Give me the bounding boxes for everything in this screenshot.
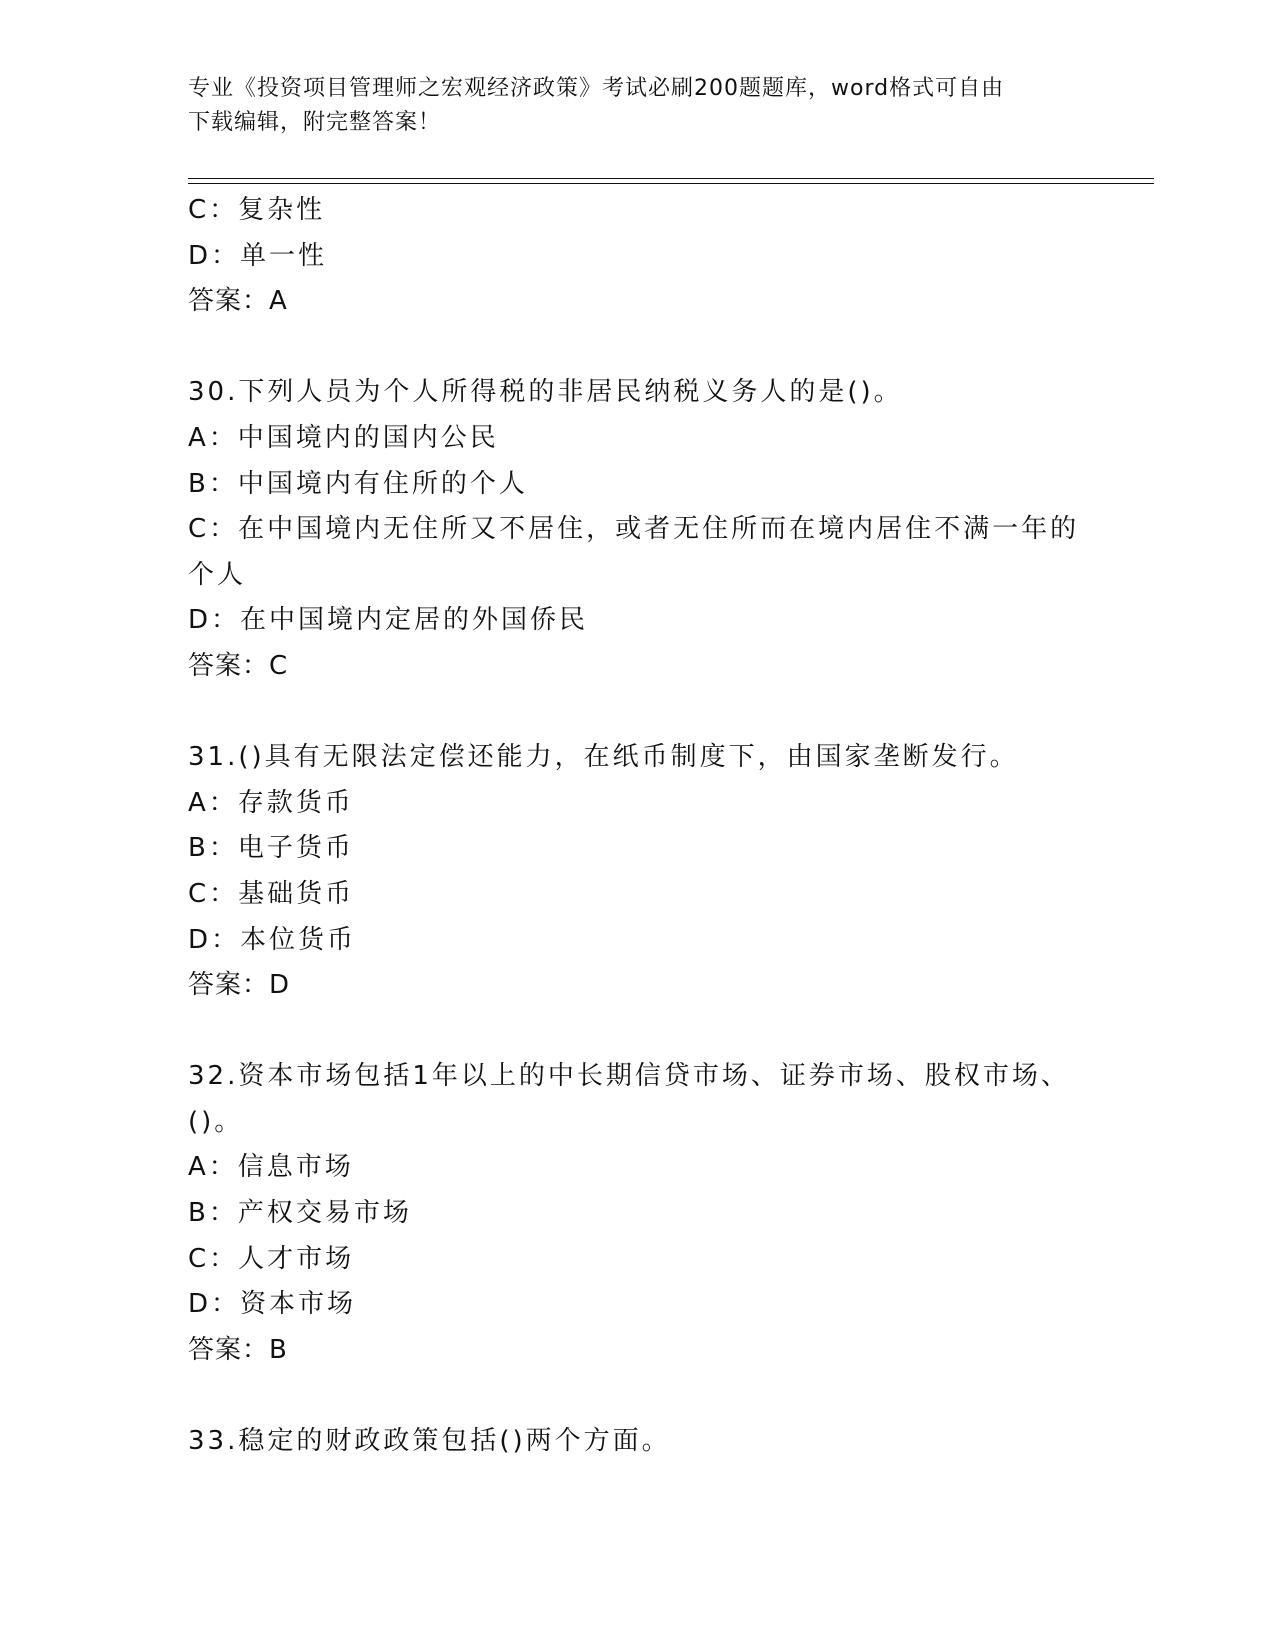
option-c: C：人才市场 bbox=[188, 1243, 355, 1274]
answer-line: 答案：B bbox=[188, 1334, 288, 1365]
option-a: A：信息市场 bbox=[188, 1152, 354, 1183]
option-b: B：产权交易市场 bbox=[188, 1198, 412, 1229]
option-b: B：中国境内有住所的个人 bbox=[188, 468, 528, 499]
question-stem: 31.()具有无限法定偿还能力，在纸币制度下，由国家垄断发行。 bbox=[188, 742, 1019, 773]
answer-line: 答案：A bbox=[188, 286, 288, 317]
question-block-32 bbox=[188, 1054, 1088, 1373]
option-c: C：在中国境内无住所又不居住，或者无住所而在境内居住不满一年的个人 bbox=[188, 514, 1080, 590]
question-spacer bbox=[188, 1373, 1088, 1419]
question-stem: 30.下列人员为个人所得税的非居民纳税义务人的是()。 bbox=[188, 377, 903, 408]
question-list bbox=[188, 188, 1088, 1465]
option-d: D：本位货币 bbox=[188, 924, 357, 955]
option-c: C：复杂性 bbox=[188, 195, 326, 225]
question-stem: 33.稳定的财政政策包括()两个方面。 bbox=[188, 1426, 671, 1457]
header-line-1: 专业《投资项目管理师之宏观经济政策》考试必刷200题题库，word格式可自由 bbox=[188, 76, 1005, 101]
header-divider-top bbox=[188, 178, 1154, 179]
question-block-carryover bbox=[188, 188, 1088, 325]
option-b: B：电子货币 bbox=[188, 833, 354, 864]
question-block-33 bbox=[188, 1419, 1088, 1465]
question-block-30 bbox=[188, 370, 1088, 689]
answer-line: 答案：D bbox=[188, 970, 291, 1001]
document-header bbox=[188, 72, 1068, 140]
header-line-2: 下载编辑，附完整答案！ bbox=[188, 110, 442, 135]
option-a: A：存款货币 bbox=[188, 787, 354, 818]
option-d: D：单一性 bbox=[188, 240, 328, 271]
header-divider-bottom bbox=[188, 183, 1154, 184]
question-spacer bbox=[188, 325, 1088, 371]
question-stem: 32.资本市场包括1年以上的中长期信贷市场、证券市场、股权市场、()。 bbox=[188, 1061, 1070, 1137]
question-spacer bbox=[188, 1009, 1088, 1055]
question-block-31 bbox=[188, 735, 1088, 1009]
option-d: D：资本市场 bbox=[188, 1289, 357, 1320]
answer-line: 答案：C bbox=[188, 650, 289, 681]
question-spacer bbox=[188, 690, 1088, 736]
option-a: A：中国境内的国内公民 bbox=[188, 422, 499, 453]
option-d: D：在中国境内定居的外国侨民 bbox=[188, 605, 589, 636]
option-c: C：基础货币 bbox=[188, 878, 355, 909]
